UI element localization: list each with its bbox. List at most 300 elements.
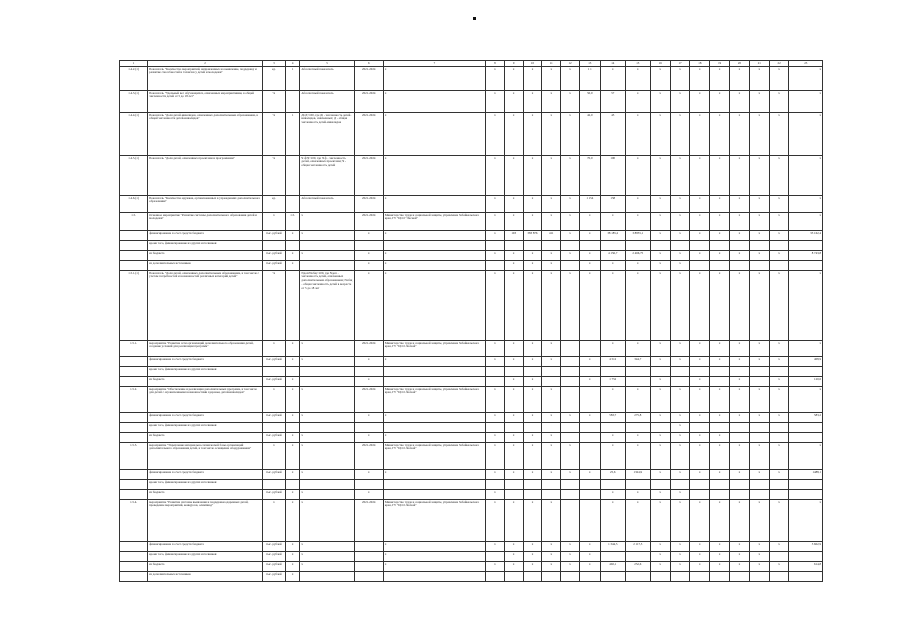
table-cell: Ч ф/Ч×100, где Ч ф - численность детей, охваченных проектами; Ч - общая численность детей [300,156,354,196]
table-cell [769,423,789,433]
table-row [120,91,823,113]
column-number-cell: 20 [730,61,750,67]
table-cell: х [730,387,750,413]
table-cell: х [285,562,300,572]
table-cell: х [486,542,505,552]
table-row [120,500,823,542]
table-cell: х [749,542,769,552]
table-cell [625,552,650,562]
table-cell: 2021-2024 [354,113,383,156]
table-cell: тыс. рублей [262,562,285,572]
table-cell: 275,8 [625,413,650,423]
table-cell: х [285,490,300,500]
table-cell: х [486,470,505,480]
table-cell [561,261,580,271]
table-cell: х [486,271,505,341]
table-cell [262,241,285,251]
table-cell: Показатель "Удельный вес обучающихся, охваченных мероприятиями, в общей численности детей от 5 до 18 лет" [148,91,263,113]
table-cell: х [749,91,769,113]
table-cell: х [300,552,354,562]
table-cell: 1324,9 [625,470,650,480]
table-cell: ед. [262,196,285,213]
table-cell [769,433,789,443]
table-cell: 2021-2024 [354,341,383,357]
table-cell: х [670,552,690,562]
table-cell: х [383,470,485,480]
table-cell: х [523,213,542,231]
table-cell: % [262,113,285,156]
table-cell [749,490,769,500]
table-cell: х [486,490,505,500]
table-cell: х [300,251,354,261]
table-cell [769,490,789,500]
table-cell: 2 117,5 [625,542,650,552]
table-cell: 1.4.6.(1) [120,196,148,213]
table-cell: 1.5.3. [120,443,148,470]
table-cell: х [650,490,670,500]
table-cell: 1.5.1.(1) [120,271,148,341]
column-number-cell: 16 [650,61,670,67]
table-cell: х [600,433,625,443]
table-cell: х [690,231,710,241]
table-cell: х [300,387,354,413]
table-cell [749,377,769,387]
table-cell: х [504,470,523,480]
table-cell [710,241,730,251]
table-cell: х [730,413,750,423]
table-cell [561,490,580,500]
table-cell: х [650,443,670,470]
table-cell: х [710,357,730,367]
table-cell: х [670,387,690,413]
table-cell: х [285,572,300,582]
table-cell [769,480,789,490]
table-cell: х [300,231,354,241]
table-cell: х [710,552,730,562]
table-cell: 402,1 [600,562,625,572]
table-cell: х [523,470,542,480]
table-cell [523,423,542,433]
table-cell: х [600,213,625,231]
table-cell [749,572,769,582]
table-cell: 1.5. [285,213,300,231]
table-cell [710,480,730,490]
table-cell: х [789,91,823,113]
table-cell: 2021-2024 [354,91,383,113]
table-cell: х [523,433,542,443]
table-cell: х [579,251,600,261]
table-cell: 2021-2024 [354,213,383,231]
table-cell: х [523,377,542,387]
table-cell: х [670,562,690,572]
table-cell [749,367,769,377]
table-cell: х [383,231,485,241]
table-cell: 1.4.2.(1) [120,67,148,91]
table-cell: х [650,113,670,156]
table-cell: х [523,341,542,357]
table-row [120,572,823,582]
table-cell [730,490,750,500]
table-cell [354,572,383,582]
table-cell: х [600,261,625,271]
table-cell: х [650,67,670,91]
table-cell: тыс. рублей [262,231,285,241]
table-cell: х [600,271,625,341]
table-cell: х [300,433,354,443]
table-cell: х [600,443,625,470]
table-cell: х [504,271,523,341]
table-cell: тыс. рублей [262,572,285,582]
table-cell [120,241,148,251]
table-cell [354,367,383,377]
table-cell: х [383,67,485,91]
table-cell: х [561,552,580,562]
table-cell: х [300,443,354,470]
table-cell [561,367,580,377]
table-cell: Министерство труда и социальной защиты, управление Забайкальского края, ГУ "ЦСО Лесной" [383,341,485,357]
table-cell: х [504,377,523,387]
table-cell [789,241,823,251]
table-cell: х [285,377,300,387]
table-cell: х [523,251,542,261]
table-cell [262,480,285,490]
table-cell: х [710,341,730,357]
table-cell [730,241,750,251]
table-cell: Основное мероприятие "Развитие системы дополнительного образования детей и молодежи" [148,213,263,231]
table-cell: Показатель "Количество кружков, организованных в учреждениях дополнительного образования" [148,196,263,213]
table-cell: х [523,196,542,213]
table-cell: 70,0 [579,156,600,196]
table-cell: 1.4.5.(1) [120,156,148,196]
table-cell [789,480,823,490]
table-cell [625,377,650,387]
table-cell: финансирование за счет средств бюджета [148,542,263,552]
table-cell: х [579,377,600,387]
table-cell [285,423,300,433]
table-cell: х [650,196,670,213]
table-cell: х [730,562,750,572]
table-cell: 1.5.1. [120,341,148,357]
table-cell: х [561,251,580,261]
table-cell: х [650,231,670,241]
table-cell: х [769,251,789,261]
table-cell [789,261,823,271]
table-cell: 4 156,7 [600,251,625,261]
table-cell: х [730,443,750,470]
table-cell: х [542,67,561,91]
table-cell: тыс. рублей [262,490,285,500]
table-cell: х [383,113,485,156]
table-cell: х [542,470,561,480]
table-body [120,61,823,582]
table-cell: х [300,490,354,500]
table-cell: х [650,542,670,552]
table-cell: х [561,196,580,213]
table-cell: % [262,271,285,341]
table-row [120,367,823,377]
document-sheet [119,60,823,582]
table-cell [262,423,285,433]
table-cell [120,552,148,562]
table-cell: х [523,413,542,423]
table-cell [690,241,710,251]
table-cell [542,377,561,387]
table-cell: х [486,562,505,572]
table-cell: х [625,433,650,443]
table-row [120,113,823,156]
table-cell: х [561,470,580,480]
table-cell: мероприятие "Укрепление материально-технической базы организаций дополнительного образования детей, в том числе оснащение оборудованием" [148,443,263,470]
column-number-cell: 2 [148,61,263,67]
table-cell: х [504,196,523,213]
table-cell [710,423,730,433]
table-cell: х [523,387,542,413]
table-cell [789,552,823,562]
table-cell [650,480,670,490]
column-number-cell: 13 [579,61,600,67]
table-cell: х [383,261,485,271]
table-cell: х [625,196,650,213]
table-cell: 57 [600,91,625,113]
table-cell: 1.5. [120,213,148,231]
table-cell: х [561,67,580,91]
table-cell: х [789,156,823,196]
table-cell [650,367,670,377]
table-cell [504,423,523,433]
table-cell: х [690,251,710,261]
table-cell: х [523,562,542,572]
table-cell: х [542,156,561,196]
table-cell: тыс. рублей [262,261,285,271]
table-cell: 2021-2024 [354,443,383,470]
table-cell: х [523,542,542,552]
table-cell: 383 876 [523,231,542,241]
table-row [120,341,823,357]
table-cell: Абсолютный показатель [300,67,354,91]
table-cell: Показатель "Количество мероприятий, направленных на выявление, поддержку и развитие способностей и талантов у детей и молодежи" [148,67,263,91]
table-cell [383,423,485,433]
table-cell: х [542,500,561,542]
table-cell: х [561,231,580,241]
table-cell [600,552,625,562]
table-cell: 50,0 [579,91,600,113]
table-cell: из бюджета [148,490,263,500]
table-cell [749,423,769,433]
table-cell: х [730,357,750,367]
table-cell [383,572,485,582]
table-cell [285,367,300,377]
table-cell: тыс. рублей [262,413,285,423]
table-cell: х [670,542,690,552]
table-cell: х [504,91,523,113]
table-cell [690,490,710,500]
table-cell: 2021-2024 [354,196,383,213]
table-cell: х [486,443,505,470]
table-cell: х [383,413,485,423]
table-cell [650,572,670,582]
column-number-cell: 12 [561,61,580,67]
table-cell: х [504,433,523,443]
table-cell: х [383,562,485,572]
table-cell [561,357,580,367]
table-cell: х [486,156,505,196]
table-cell [504,490,523,500]
table-row [120,542,823,552]
table-cell: х [542,261,561,271]
table-cell: х [561,213,580,231]
table-cell: % [262,156,285,196]
table-cell [710,377,730,387]
table-cell: 2021-2024 [354,67,383,91]
table-cell: х [523,271,542,341]
table-cell [300,423,354,433]
table-cell: х [690,271,710,341]
table-cell: х [749,231,769,241]
table-cell: 1 154 [579,196,600,213]
table-cell: х [625,271,650,341]
table-cell: х [625,213,650,231]
table-cell: х [789,341,823,357]
table-cell [561,241,580,251]
table-cell: х [542,196,561,213]
table-cell: х [486,387,505,413]
table-cell [579,341,600,357]
table-cell: х [504,562,523,572]
table-row [120,271,823,341]
table-cell: кроме того, финансирование из других источников: [148,367,263,377]
table-cell: х [285,357,300,367]
table-cell: х [523,67,542,91]
table-cell: Показатель "Доля детей, охваченных проектами и программами" [148,156,263,196]
table-cell: х [542,413,561,423]
table-cell: 1488,1 [789,470,823,480]
table-cell: х [285,251,300,261]
table-cell: х [710,470,730,480]
table-cell: х [710,433,730,443]
table-cell: х [354,470,383,480]
table-cell: х [789,271,823,341]
table-cell [769,367,789,377]
table-cell: ед. [262,67,285,91]
table-cell: х [285,387,300,413]
table-cell [789,490,823,500]
table-cell: х [285,443,300,470]
table-cell: х [262,500,285,542]
table-cell: 1 [285,67,300,91]
table-cell [120,490,148,500]
table-cell: х [710,213,730,231]
table-cell: 1.5.2. [120,387,148,413]
table-cell: х [690,67,710,91]
table-cell [730,367,750,377]
table-cell: х [579,261,600,271]
table-cell: х [383,271,485,341]
table-cell: х [650,433,670,443]
table-cell [600,423,625,433]
table-cell: 1 [285,113,300,156]
table-cell [789,367,823,377]
table-cell: х [542,443,561,470]
table-cell [120,413,148,423]
table-cell: х [650,357,670,367]
table-row [120,413,823,423]
table-cell: х [300,542,354,552]
table-cell [285,480,300,490]
table-cell [710,490,730,500]
table-cell [579,480,600,490]
table-cell: х [730,213,750,231]
table-cell: х [670,113,690,156]
table-cell: 25,6 [600,470,625,480]
table-cell: х [542,271,561,341]
table-row [120,423,823,433]
table-cell: х [486,213,505,231]
table-cell: х [486,67,505,91]
table-cell: Показатель "Доля детей, охваченных дополнительным образованием, в том числе с учетом потребностей и возможностей различных категорий детей" [148,271,263,341]
table-cell [670,572,690,582]
column-number-cell: 17 [670,61,690,67]
table-cell [285,156,300,196]
table-cell: х [690,470,710,480]
table-cell: х [730,67,750,91]
table-cell [120,231,148,241]
table-cell: х [486,413,505,423]
table-cell: х [769,387,789,413]
table-cell [486,241,505,251]
table-cell: тыс. рублей [262,251,285,261]
table-cell: х [285,231,300,241]
table-cell [504,480,523,490]
table-cell: тыс. рублей [262,357,285,367]
table-cell: х [690,443,710,470]
table-cell: х [504,413,523,423]
table-cell: х [486,433,505,443]
table-cell [120,542,148,552]
table-cell [625,572,650,582]
table-cell: х [300,500,354,542]
table-cell: х [504,542,523,552]
table-cell: х [600,500,625,542]
table-cell: из бюджета [148,377,263,387]
table-cell: х [730,156,750,196]
table-cell [730,433,750,443]
table-cell: 614,8 [789,562,823,572]
table-cell: 1 344,5 [600,542,625,552]
table-cell [383,377,485,387]
table-cell [769,261,789,271]
table-cell: х [542,113,561,156]
table-row [120,156,823,196]
table-row [120,357,823,367]
table-cell: финансирование за счет средств бюджета [148,357,263,367]
table-cell: х [542,251,561,261]
column-number-cell: 18 [690,61,710,67]
table-cell: 2 466,75 [625,251,650,261]
column-number-cell: 5 [300,61,354,67]
table-cell: х [789,387,823,413]
table-cell [600,572,625,582]
table-cell: мероприятие "Обеспечение и реализация дополнительных программ, в том числе для детей с ограниченными возможностями здоровья, детей-инвалидов" [148,387,263,413]
table-cell: х [504,387,523,413]
table-cell [730,423,750,433]
table-cell: х [486,91,505,113]
table-cell: 252,6 [625,562,650,572]
table-cell: 193 [504,231,523,241]
table-cell [383,490,485,500]
table-cell: тыс. рублей [262,470,285,480]
table-cell: х [625,387,650,413]
table-cell: х [710,67,730,91]
